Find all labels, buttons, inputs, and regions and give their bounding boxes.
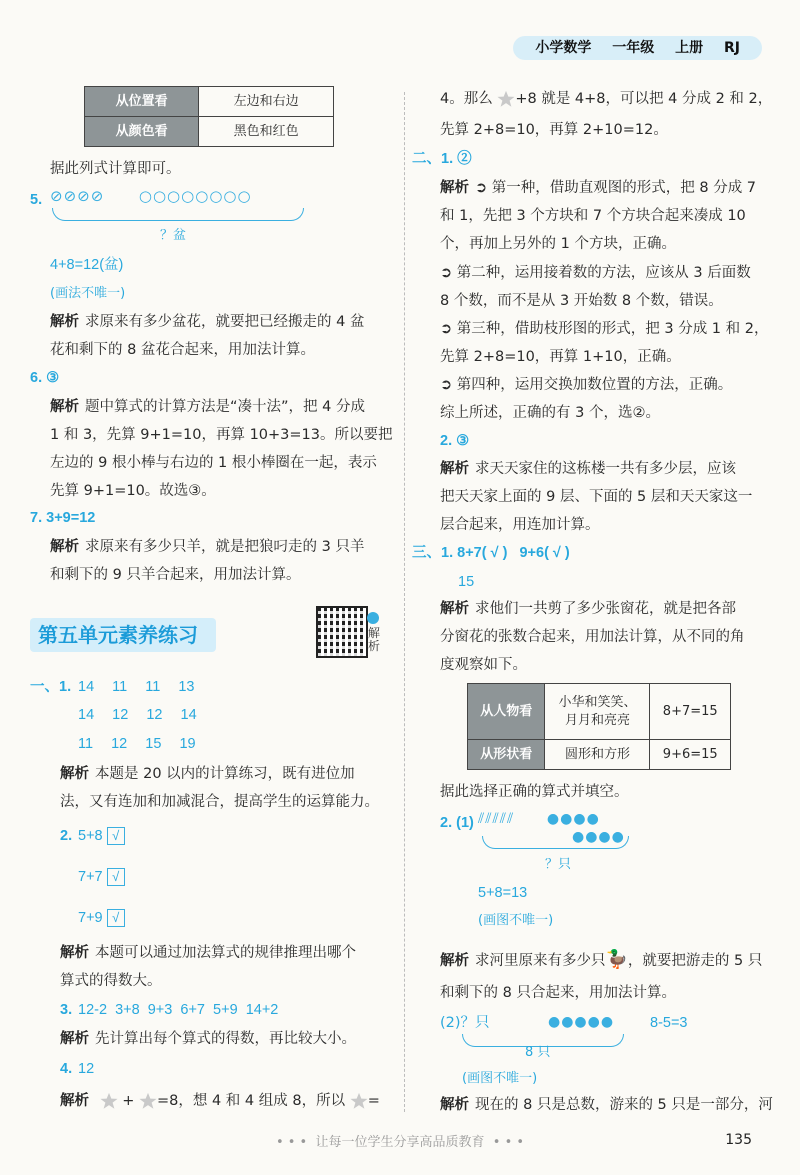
note1: (画图不唯一) xyxy=(478,913,554,928)
flowerpot-drawing: ⊘⊘⊘⊘ ○○○○○○○○ xyxy=(50,187,252,205)
checkbox[interactable]: √ xyxy=(107,868,125,886)
analysis-text: ➲ 第二种，运用接着数的方法，应该从 3 后面数 xyxy=(440,265,751,281)
q2-analysis xyxy=(60,944,356,964)
value: 12 xyxy=(111,736,128,752)
q2-number: 2. xyxy=(60,828,73,844)
value: 12 xyxy=(112,707,129,723)
analysis-text: =8，想 4 和 4 组成 8，所以 xyxy=(156,1093,346,1109)
analysis-label: 解析 xyxy=(50,539,79,555)
cell-line: 月月和亮亮 xyxy=(564,712,630,728)
analysis-text: 求天天家住的这栋楼一共有多少层，应该 xyxy=(475,461,736,477)
brace-label: ？只 xyxy=(545,857,572,872)
s2q2-num: 2. xyxy=(440,433,453,449)
analysis-label: 解析 xyxy=(440,180,469,196)
value: 15 xyxy=(145,736,162,752)
q6-analysis xyxy=(50,398,365,418)
analysis-text: ，就要把游走的 5 只 xyxy=(627,953,763,969)
analysis-text: 和 1，先把 3 个方块和 7 个方块合起来凑成 10 xyxy=(440,208,746,224)
s2-number xyxy=(412,150,472,170)
analysis-text: 先算 2+8=10，再算 1+10，正确。 xyxy=(440,349,681,365)
analysis-label: 解析 xyxy=(440,953,469,969)
table-cell: 从人物看 xyxy=(468,684,545,740)
analysis-text: ➲ 第三种，借助枝形图的形式，把 3 分成 1 和 2， xyxy=(440,321,769,337)
q5-note: (画法不唯一) xyxy=(50,286,126,301)
s1-row2 xyxy=(78,706,197,726)
analysis-text: 和剩下的 9 只羊合起来，用加法计算。 xyxy=(50,567,301,583)
qr-code[interactable] xyxy=(316,606,368,658)
s2q2-analysis xyxy=(440,460,736,480)
checkbox[interactable]: √ xyxy=(107,827,125,845)
analysis-text: 个，再加上另外的 1 个方块，正确。 xyxy=(440,236,676,252)
equals: = xyxy=(367,1093,380,1109)
q2-item xyxy=(78,868,125,888)
footer: • • • 让每一位学生分享高品质教育 • • • xyxy=(275,1135,525,1150)
qr-label: 解析 xyxy=(368,626,381,653)
table-cell xyxy=(545,684,650,740)
part-label: (2) xyxy=(440,1015,461,1031)
value: 11 xyxy=(112,679,128,695)
q6-number xyxy=(30,369,59,389)
q7-number xyxy=(30,509,95,529)
analysis-label: 解析 xyxy=(440,601,469,617)
eq1: 5+8=13 xyxy=(478,885,528,901)
analysis-text: 题中算式的计算方法是“凑十法”，把 4 分成 xyxy=(85,399,365,415)
q7-answer: 3+9=12 xyxy=(46,510,96,526)
analysis-text: 先算 9+1=10。故选③。 xyxy=(50,483,216,499)
table-cell: 圆形和方形 xyxy=(545,740,650,770)
value: 11 xyxy=(145,679,161,695)
star-icon xyxy=(100,1092,118,1110)
expr: 7+7 xyxy=(78,869,103,885)
analysis-text: 1 和 3，先算 9+1=10，再算 10+3=13。所以要把 xyxy=(50,427,393,443)
q3-number: 3. xyxy=(60,1002,73,1018)
analysis-text: 算式的得数大。 xyxy=(60,973,162,989)
analysis-text: 现在的 8 只是总数，游来的 5 只是一部分，河 xyxy=(475,1097,773,1113)
brace-label: 8 只 xyxy=(525,1045,551,1060)
play-icon[interactable] xyxy=(367,612,379,624)
view-table-2 xyxy=(467,683,731,770)
analysis-text: ➲ 第四种，运用交换加数位置的方法，正确。 xyxy=(440,377,733,393)
text-line xyxy=(440,90,772,110)
ducks-drawing-row2: ●●●● xyxy=(572,829,625,845)
page-number: 135 xyxy=(725,1132,752,1148)
analysis-text: 花和剩下的 8 盆花合起来，用加法计算。 xyxy=(50,342,315,358)
value: 14 xyxy=(78,707,95,723)
analysis-label: 解析 xyxy=(60,945,89,961)
q2-item xyxy=(78,827,125,847)
table-cell: 从颜色看 xyxy=(85,117,199,147)
view-table xyxy=(84,86,334,147)
s3-answer: 8+7( √ ) 9+6( √ ) xyxy=(457,545,570,561)
text: +8 就是 4+8，可以把 4 分成 2 和 2， xyxy=(515,91,773,107)
s3q2-analysis-2 xyxy=(440,1096,773,1116)
text: 4。那么 xyxy=(440,91,493,107)
ducks-drawing: ⫽⫽⫽⫽⫽ ●●●● xyxy=(478,811,600,827)
analysis-text: 本题可以通过加法算式的规律推理出哪个 xyxy=(95,945,356,961)
header-band xyxy=(513,36,762,60)
table-cell: 从位置看 xyxy=(85,87,199,117)
q4-answer: 12 xyxy=(78,1061,95,1077)
q5-analysis xyxy=(50,313,364,333)
analysis-text: 度观察如下。 xyxy=(440,657,527,673)
value: 19 xyxy=(179,736,196,752)
table-cell: 9+6=15 xyxy=(650,740,731,770)
cell-line: 小华和笑笑、 xyxy=(558,694,637,710)
s3-analysis xyxy=(440,600,736,620)
table-cell: 从形状看 xyxy=(468,740,545,770)
part2 xyxy=(440,1014,490,1034)
grade: 一年级 xyxy=(612,40,655,56)
value: 14 xyxy=(78,679,95,695)
ducks-drawing: ●●●●● xyxy=(548,1014,615,1030)
q2-item xyxy=(78,909,125,929)
s1-row3 xyxy=(78,735,196,755)
text-line: 先算 2+8=10，再算 2+10=12。 xyxy=(440,122,668,138)
s1-analysis xyxy=(60,765,355,785)
s2-num: 二、1. xyxy=(412,151,454,167)
analysis-text: 8 个数，而不是从 3 开始数 8 个数，错误。 xyxy=(440,293,723,309)
table-cell: 8+7=15 xyxy=(650,684,731,740)
analysis-label: 解析 xyxy=(50,314,79,330)
duck-icon: 🦆 xyxy=(605,949,628,970)
analysis-label: 解析 xyxy=(440,1097,469,1113)
analysis-text: 综上所述，正确的有 3 个，选②。 xyxy=(440,405,660,421)
brace-label: ？盆 xyxy=(160,228,187,243)
column-divider xyxy=(404,92,405,1112)
analysis-text: 本题是 20 以内的计算练习，既有进位加 xyxy=(95,766,355,782)
s3q2-number xyxy=(440,814,474,834)
s2q2-answer: ③ xyxy=(456,433,470,449)
analysis-text: ➲ 第一种，借助直观图的形式，把 8 分成 7 xyxy=(475,180,757,196)
checkbox[interactable]: √ xyxy=(107,909,125,927)
s2q2-number xyxy=(440,432,469,452)
value: 14 xyxy=(180,707,197,723)
expr: 5+8 xyxy=(78,828,103,844)
note2: (画图不唯一) xyxy=(462,1071,538,1086)
analysis-label: 解析 xyxy=(60,1093,89,1109)
table-cell: 左边和右边 xyxy=(199,87,334,117)
subject: 小学数学 xyxy=(535,40,592,56)
edition: RJ xyxy=(724,40,740,56)
brace xyxy=(482,836,629,849)
brace xyxy=(52,208,304,221)
analysis-label: 解析 xyxy=(440,461,469,477)
value: 12 xyxy=(146,707,163,723)
q5-equation: 4+8=12(盆) xyxy=(50,257,124,273)
s2-answer: ② xyxy=(457,151,472,167)
analysis-text: 求原来有多少只羊，就是把狼叼走的 3 只羊 xyxy=(85,539,365,555)
part-label: (1) xyxy=(456,815,474,831)
s1-row1 xyxy=(78,678,195,698)
s1-number: 一、1. xyxy=(30,679,72,695)
analysis-text: 把天天家上面的 9 层、下面的 5 层和天天家这一 xyxy=(440,489,753,505)
analysis-label: 解析 xyxy=(60,1031,89,1047)
q6-answer: ③ xyxy=(46,370,60,386)
s3-num: 三、1. xyxy=(412,545,454,561)
q3-analysis xyxy=(60,1030,356,1050)
q6-num: 6. xyxy=(30,370,43,386)
volume: 上册 xyxy=(675,40,704,56)
analysis-text: 求原来有多少盆花，就要把已经搬走的 4 盆 xyxy=(85,314,365,330)
s3q2-analysis xyxy=(440,948,762,972)
q7-analysis xyxy=(50,538,364,558)
q7-num: 7. xyxy=(30,510,43,526)
analysis-text: 左边的 9 根小棒与右边的 1 根小棒圈在一起，表示 xyxy=(50,455,377,471)
q4-number: 4. xyxy=(60,1061,73,1077)
star-icon xyxy=(497,90,515,108)
q4-analysis xyxy=(60,1092,380,1112)
analysis-text: 求他们一共剪了多少张窗花，就是把各部 xyxy=(475,601,736,617)
table-cell: 黑色和红色 xyxy=(199,117,334,147)
value: 13 xyxy=(178,679,195,695)
s3-number xyxy=(412,544,570,564)
analysis-text: 先计算出每个算式的得数，再比较大小。 xyxy=(95,1031,356,1047)
value: 11 xyxy=(78,736,94,752)
text-line: 据此选择正确的算式并填空。 xyxy=(440,784,629,800)
analysis-label: 解析 xyxy=(60,766,89,782)
part-question: ？只 xyxy=(460,1015,490,1031)
analysis-label: 解析 xyxy=(50,399,79,415)
analysis-text: 和剩下的 8 只合起来，用加法计算。 xyxy=(440,985,676,1001)
star-icon xyxy=(139,1092,157,1110)
q5-number: 5. xyxy=(30,192,43,208)
analysis-text: 求河里原来有多少只 xyxy=(475,953,606,969)
footer-slogan: 让每一位学生分享高品质教育 xyxy=(315,1135,485,1150)
s3-answer2: 15 xyxy=(458,574,475,590)
expr: 7+9 xyxy=(78,910,103,926)
s3q2-num: 2. xyxy=(440,815,453,831)
analysis-text: 法，又有连加和加减混合，提高学生的运算能力。 xyxy=(60,794,379,810)
s2-analysis xyxy=(440,179,756,199)
analysis-text: 分窗花的张数合起来，用加法计算，从不同的角 xyxy=(440,629,745,645)
q3-answer: 12-2 3+8 9+3 6+7 5+9 14+2 xyxy=(78,1002,279,1018)
eq2: 8-5=3 xyxy=(650,1015,688,1031)
star-icon xyxy=(350,1092,368,1110)
unit-title: 第五单元素养练习 xyxy=(30,618,216,652)
plus: + xyxy=(122,1093,135,1109)
text-line: 据此列式计算即可。 xyxy=(50,161,181,177)
analysis-text: 层合起来，用连加计算。 xyxy=(440,517,600,533)
